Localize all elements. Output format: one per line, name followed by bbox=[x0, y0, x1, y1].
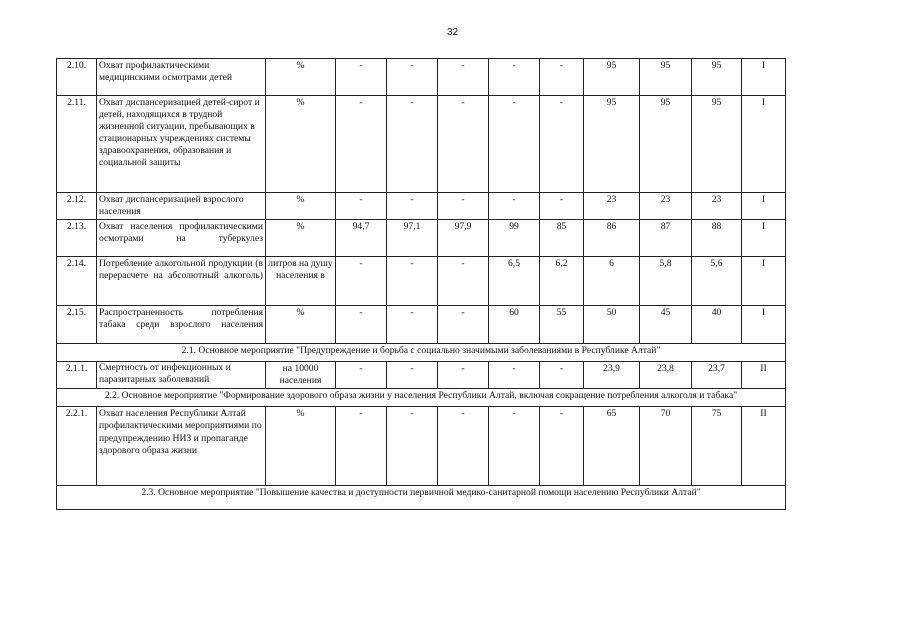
value-cell: 88 bbox=[692, 220, 742, 257]
value-cell: - bbox=[438, 407, 489, 486]
value-cell: - bbox=[438, 193, 489, 220]
level-cell: I bbox=[742, 257, 786, 306]
table-row bbox=[57, 407, 786, 486]
unit-cell: % bbox=[266, 96, 336, 193]
row-number: 2.11. bbox=[57, 96, 97, 193]
indicator-name: Охват диспансеризацией детей-сирот и детей, находящихся в трудной жизненной ситуации, пребывающих в стационарных учреждениях системы здравоохранения, образования и социальной защиты bbox=[97, 96, 266, 193]
value-cell: 75 bbox=[692, 407, 742, 486]
value-cell: 40 bbox=[692, 306, 742, 344]
value-cell: - bbox=[387, 59, 438, 96]
value-cell: - bbox=[336, 407, 387, 486]
section-row bbox=[57, 486, 786, 510]
value-cell: - bbox=[438, 96, 489, 193]
value-cell: - bbox=[489, 193, 540, 220]
value-cell: - bbox=[438, 59, 489, 96]
unit-cell: на 10000 населения bbox=[266, 362, 336, 389]
level-cell: I bbox=[742, 220, 786, 257]
value-cell: 5,8 bbox=[640, 257, 692, 306]
value-cell: - bbox=[540, 407, 584, 486]
section-heading: 2.2. Основное мероприятие "Формирование здорового образа жизни у населения Республики Алтай, включая сокращение потребления алкоголя и табака" bbox=[57, 389, 786, 407]
table-row bbox=[57, 257, 786, 306]
value-cell: - bbox=[489, 407, 540, 486]
value-cell: - bbox=[336, 193, 387, 220]
value-cell: - bbox=[387, 306, 438, 344]
value-cell: - bbox=[336, 96, 387, 193]
table-body bbox=[57, 59, 786, 510]
row-number: 2.2.1. bbox=[57, 407, 97, 486]
indicator-name: Охват профилактическими медицинскими осмотрами детей bbox=[97, 59, 266, 96]
level-cell: II bbox=[742, 362, 786, 389]
value-cell: 97,9 bbox=[438, 220, 489, 257]
level-cell: II bbox=[742, 407, 786, 486]
value-cell: 95 bbox=[640, 59, 692, 96]
value-cell: - bbox=[387, 407, 438, 486]
table-row bbox=[57, 193, 786, 220]
value-cell: - bbox=[438, 306, 489, 344]
value-cell: - bbox=[489, 59, 540, 96]
value-cell: 95 bbox=[584, 96, 640, 193]
value-cell: 60 bbox=[489, 306, 540, 344]
value-cell: 97,1 bbox=[387, 220, 438, 257]
table-row bbox=[57, 220, 786, 257]
value-cell: 6,2 bbox=[540, 257, 584, 306]
value-cell: - bbox=[540, 362, 584, 389]
section-row bbox=[57, 389, 786, 407]
value-cell: - bbox=[540, 193, 584, 220]
value-cell: - bbox=[540, 59, 584, 96]
value-cell: 86 bbox=[584, 220, 640, 257]
indicator-name: Охват диспансеризацией взрослого населения bbox=[97, 193, 266, 220]
value-cell: 95 bbox=[692, 96, 742, 193]
value-cell: 6 bbox=[584, 257, 640, 306]
value-cell: 5,6 bbox=[692, 257, 742, 306]
row-number: 2.12. bbox=[57, 193, 97, 220]
value-cell: - bbox=[438, 362, 489, 389]
value-cell: 23,8 bbox=[640, 362, 692, 389]
value-cell: - bbox=[387, 193, 438, 220]
level-cell: I bbox=[742, 59, 786, 96]
indicators-table bbox=[56, 58, 786, 510]
page-number: 32 bbox=[446, 27, 459, 38]
value-cell: 65 bbox=[584, 407, 640, 486]
value-cell: 95 bbox=[640, 96, 692, 193]
value-cell: - bbox=[336, 257, 387, 306]
value-cell: - bbox=[336, 306, 387, 344]
section-heading: 2.3. Основное мероприятие "Повышение качества и доступности первичной медико-санитарной помощи населению Республики Алтай" bbox=[57, 486, 786, 510]
value-cell: 50 bbox=[584, 306, 640, 344]
value-cell: 99 bbox=[489, 220, 540, 257]
row-number: 2.13. bbox=[57, 220, 97, 257]
value-cell: 95 bbox=[584, 59, 640, 96]
value-cell: 85 bbox=[540, 220, 584, 257]
value-cell: 23 bbox=[640, 193, 692, 220]
unit-cell: % bbox=[266, 193, 336, 220]
row-number: 2.10. bbox=[57, 59, 97, 96]
indicator-name: Смертность от инфекционных и паразитарных заболеваний bbox=[97, 362, 266, 389]
value-cell: 55 bbox=[540, 306, 584, 344]
unit-cell: % bbox=[266, 59, 336, 96]
section-row bbox=[57, 344, 786, 362]
row-number: 2.1.1. bbox=[57, 362, 97, 389]
unit-cell: % bbox=[266, 407, 336, 486]
value-cell: 6,5 bbox=[489, 257, 540, 306]
value-cell: 23 bbox=[692, 193, 742, 220]
value-cell: - bbox=[387, 257, 438, 306]
value-cell: - bbox=[387, 362, 438, 389]
table-row bbox=[57, 96, 786, 193]
value-cell: - bbox=[540, 96, 584, 193]
value-cell: - bbox=[489, 362, 540, 389]
level-cell: I bbox=[742, 96, 786, 193]
level-cell: I bbox=[742, 306, 786, 344]
unit-cell: % bbox=[266, 220, 336, 257]
value-cell: - bbox=[387, 96, 438, 193]
value-cell: 23,7 bbox=[692, 362, 742, 389]
value-cell: 70 bbox=[640, 407, 692, 486]
value-cell: - bbox=[336, 362, 387, 389]
level-cell: I bbox=[742, 193, 786, 220]
table-row bbox=[57, 362, 786, 389]
value-cell: 94,7 bbox=[336, 220, 387, 257]
section-heading: 2.1. Основное мероприятие "Предупреждение и борьба с социально значимыми заболеваниями в Республике Алтай" bbox=[57, 344, 786, 362]
value-cell: 23 bbox=[584, 193, 640, 220]
value-cell: 95 bbox=[692, 59, 742, 96]
unit-cell: % bbox=[266, 306, 336, 344]
value-cell: - bbox=[489, 96, 540, 193]
indicator-name: Охват населения Республики Алтай профилактическими мероприятиями по предупреждению НИЗ и пропаганде здорового образа жизни bbox=[97, 407, 266, 486]
value-cell: - bbox=[336, 59, 387, 96]
value-cell: 23,9 bbox=[584, 362, 640, 389]
row-number: 2.15. bbox=[57, 306, 97, 344]
row-number: 2.14. bbox=[57, 257, 97, 306]
value-cell: 45 bbox=[640, 306, 692, 344]
value-cell: - bbox=[438, 257, 489, 306]
value-cell: 87 bbox=[640, 220, 692, 257]
indicator-name: Распространенность потребления табака среди взрослого населения bbox=[97, 306, 266, 344]
unit-cell: литров на душу населения в bbox=[266, 257, 336, 306]
table-row bbox=[57, 306, 786, 344]
indicator-name: Охват населения профилактическими осмотрами на туберкулез bbox=[97, 220, 266, 257]
indicator-name: Потребление алкогольной продукции (в перерасчете на абсолютный алкоголь) bbox=[97, 257, 266, 306]
table-row bbox=[57, 59, 786, 96]
